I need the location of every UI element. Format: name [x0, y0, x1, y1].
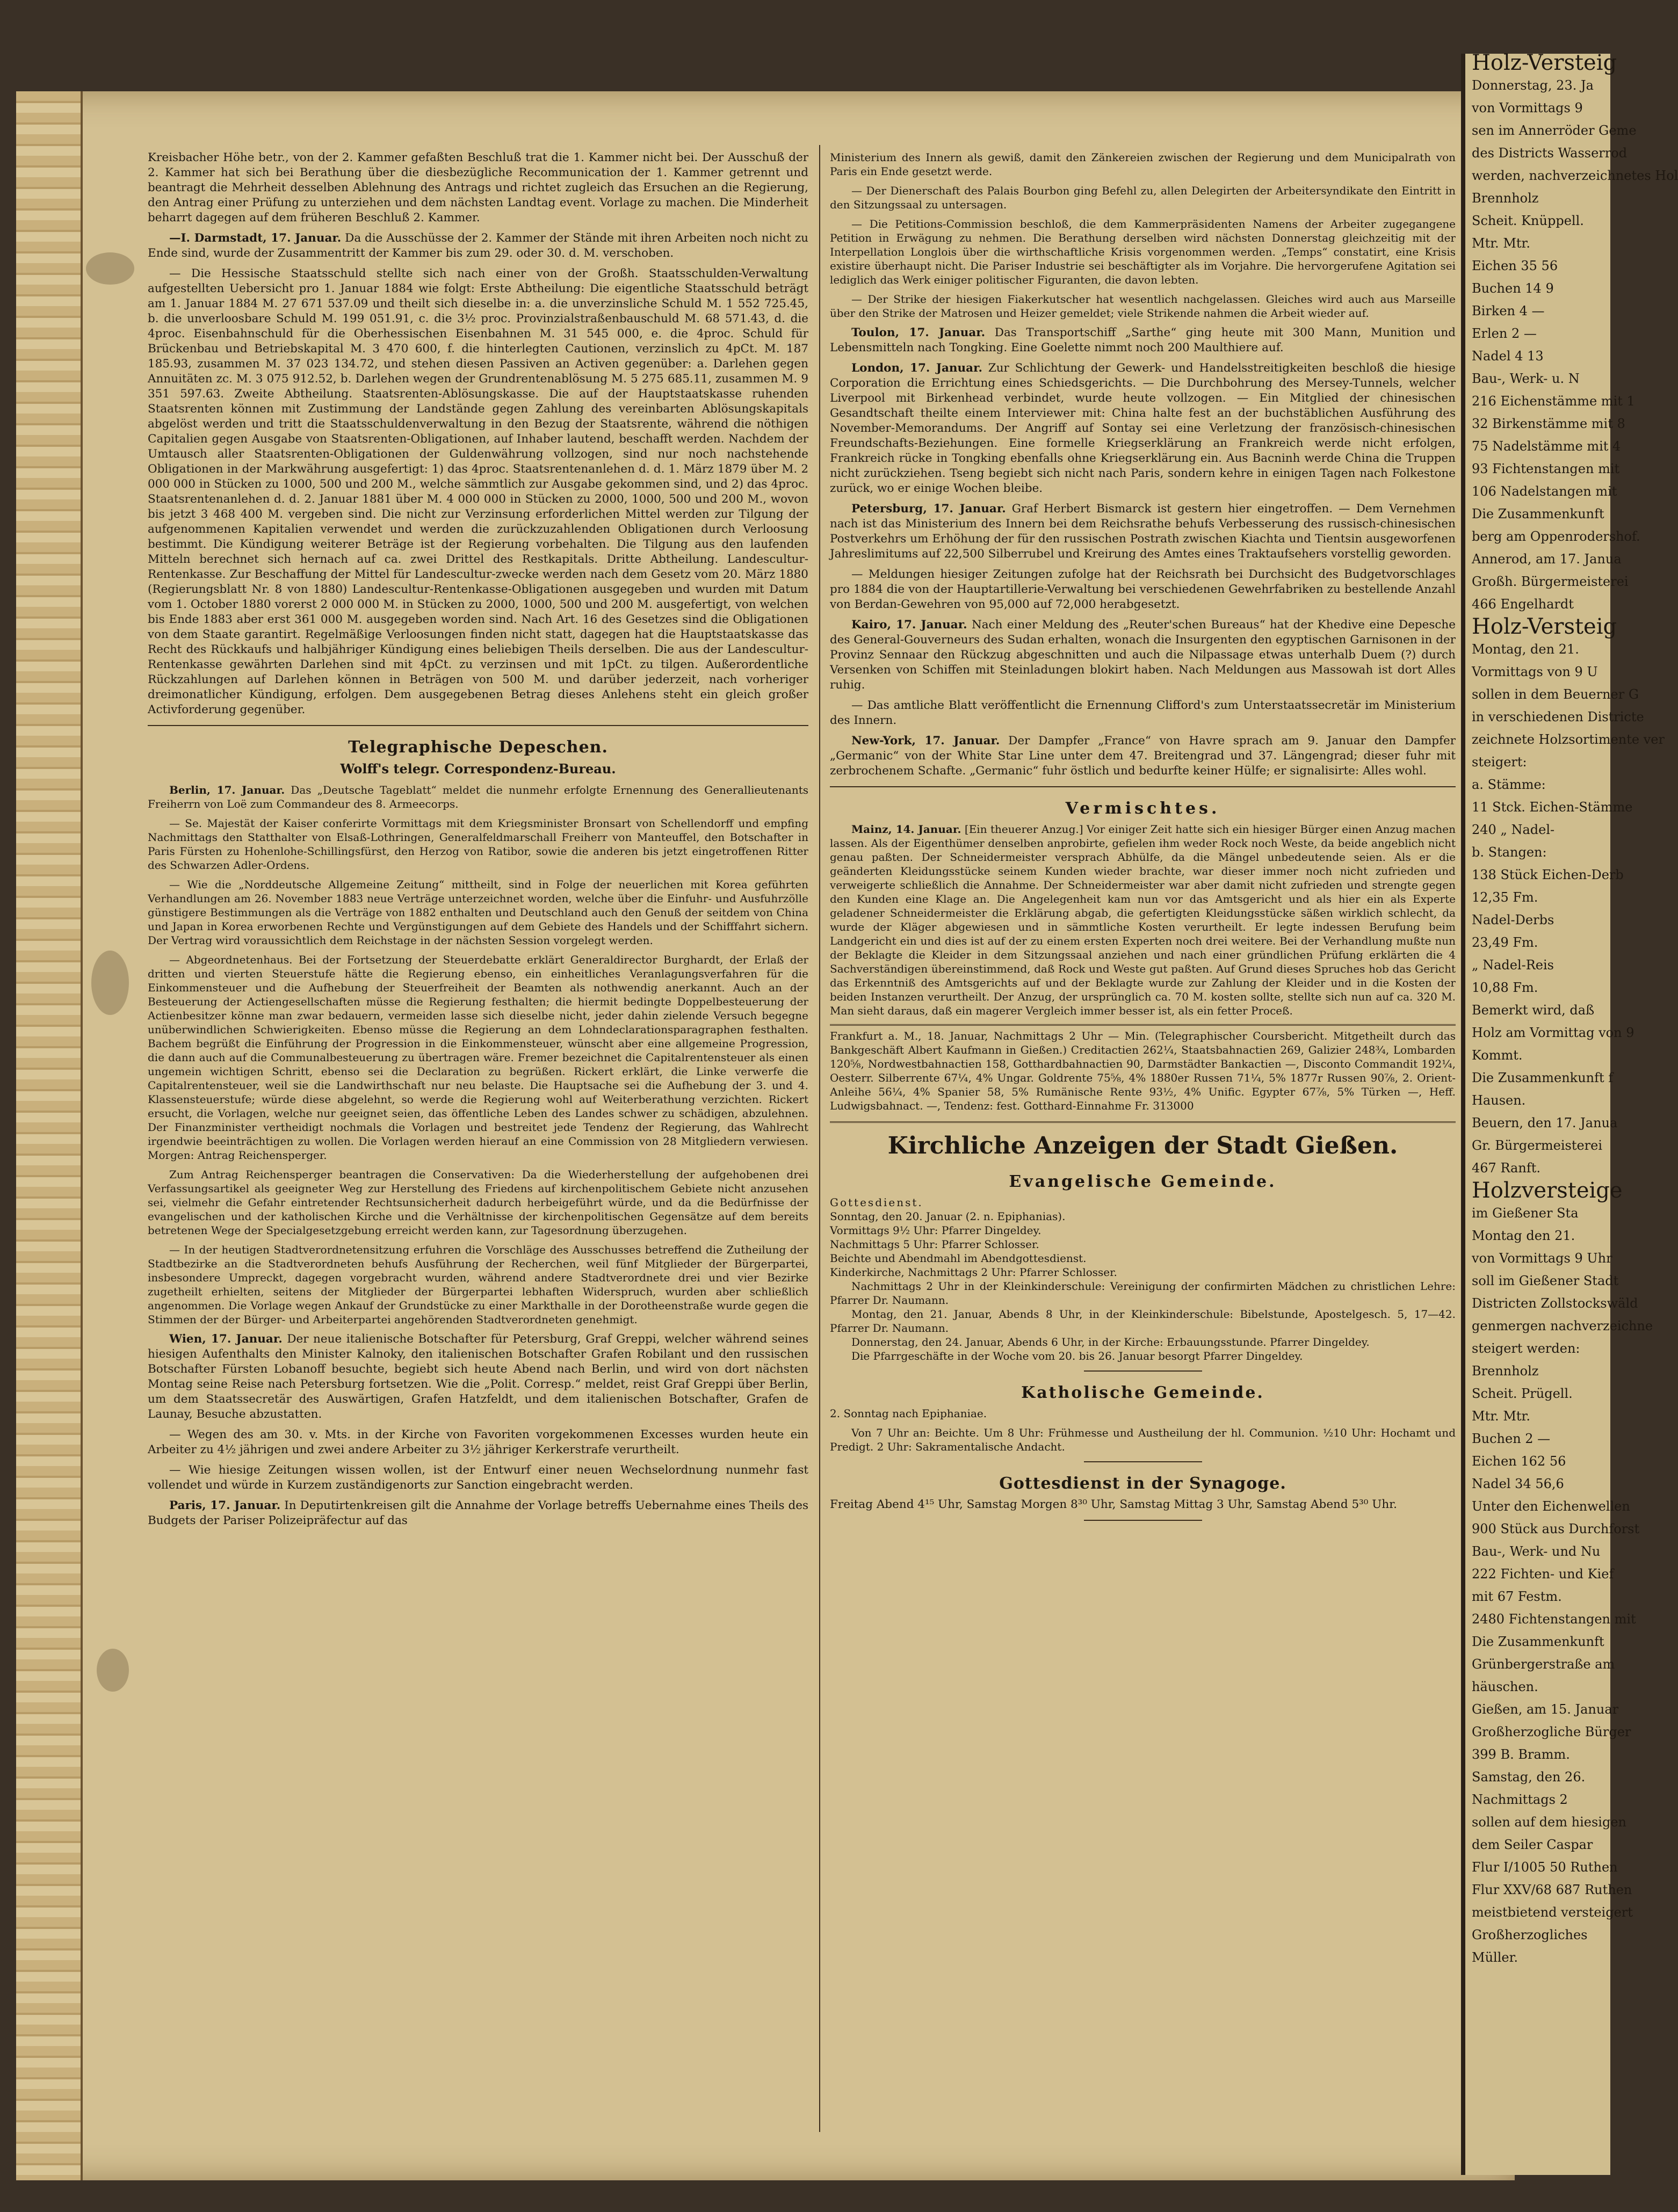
article-text: Das „Deutsche Tageblatt“ meldet die nunmehr erfolgte Ernennung des Generallieutenants Freiherrn von Loë zum Commandeur des 8. Armeecorps. — [148, 784, 808, 810]
paper-stain — [91, 951, 129, 1015]
notice-line: Gottesdienst. — [830, 1196, 923, 1209]
adjacent-page-line: Scheit. Prügell. — [1472, 1386, 1573, 1401]
middle-column — [830, 150, 1456, 1528]
adjacent-page-line: Flur I/1005 50 Ruthen — [1472, 1860, 1618, 1875]
adjacent-page-strip — [1461, 50, 1678, 2175]
adjacent-page-line: Brennholz — [1472, 191, 1539, 206]
adjacent-page-line: 11 Stck. Eichen-Stämme — [1472, 800, 1633, 815]
adjacent-page-line: Mtr. Mtr. — [1472, 1409, 1530, 1424]
article-paragraph — [148, 231, 808, 261]
adjacent-page-line: Nadel-Derbs — [1472, 912, 1554, 927]
adjacent-page-line: sollen auf dem hiesigen — [1472, 1815, 1626, 1830]
stock-report-box — [830, 1024, 1456, 1123]
adjacent-page-line: häuschen. — [1472, 1679, 1538, 1694]
adjacent-page-line: 106 Nadelstangen mit — [1472, 484, 1617, 499]
adjacent-page-line: Großh. Bürgermeisterei — [1472, 574, 1629, 589]
divider — [148, 725, 808, 726]
adjacent-page-line: Donnerstag, 23. Ja — [1472, 78, 1594, 93]
adjacent-page-line: Erlen 2 — — [1472, 326, 1537, 341]
adjacent-page-line: steigert werden: — [1472, 1341, 1580, 1356]
adjacent-page-line: Bemerkt wird, daß — [1472, 1003, 1595, 1018]
notice-line: 2. Sonntag nach Epiphaniae. — [830, 1407, 987, 1420]
article-text: Nach einer Meldung des „Reuter'schen Bureaus“ hat der Khedive eine Depesche des General-Gouverneurs des Sudan erhalten, wonach die Insurgenten den egyptischen Garnisonen in der Provinz Sennaar den Rückzug abgeschnitten und auch die Nilpassage etwas unterhalb Duem (?) durch Versenken von Schiffen mit Steinladungen blokirt haben. Nach Meldungen aus Massowah ist dort Alles ruhig. — [830, 618, 1456, 692]
notice-line: Vormittags 9½ Uhr: Pfarrer Dingeldey. — [830, 1224, 1041, 1237]
adjacent-page-line: Hausen. — [1472, 1093, 1526, 1108]
adjacent-page-line: 75 Nadelstämme mit 4 — [1472, 439, 1621, 454]
notice-line: Freitag Abend 4¹⁵ Uhr, Samstag Morgen 8³⁰ Uhr, Samstag Mittag 3 Uhr, Samstag Abend 5³⁰ Uhr. — [830, 1498, 1397, 1511]
adjacent-page-line: Eichen 35 56 — [1472, 258, 1558, 273]
article-paragraph: — Das amtliche Blatt veröffentlicht die Ernennung Clifford's zum Unterstaatssecretär im Ministerium des Innern. — [830, 699, 1456, 727]
adjacent-page-line: Montag den 21. — [1472, 1228, 1575, 1243]
adjacent-page-line: Flur XXV/68 687 Ruthen — [1472, 1882, 1632, 1897]
adjacent-page-line: Holzversteige — [1472, 1178, 1623, 1203]
article-paragraph: — Wegen des am 30. v. Mts. in der Kirche von Favoriten vorgekommenen Excesses wurden heute ein Arbeiter zu 4½ jährigen und zwei andere Arbeiter zu 3½ jähriger Kerkerstrafe verurtheilt. — [148, 1428, 808, 1456]
adjacent-page-line: Holz am Vormittag von 9 — [1472, 1025, 1634, 1040]
article-text: Da die Ausschüsse der 2. Kammer der Stände mit ihren Arbeiten noch nicht zu Ende sind, wurde der Zusammentritt der Kammer bis zum 29. oder 30. d. M. verschoben. — [148, 231, 809, 260]
left-column — [148, 150, 808, 1534]
article-paragraph — [830, 822, 1456, 1018]
article-text: Zur Schlichtung der Gewerk- und Handelsstreitigkeiten beschloß die hiesige Corporation die Errichtung eines Schiedsgerichts. — Die Durchbohrung des Mersey-Tunnels, welcher Liverpool mit Birkenhead verbindet, wurde heute vollzogen. — Ein Mitglied der chinesischen Gesandtschaft theilte einem Interviewer mit: China halte fest an der buchstäblichen Ausführung des November-Memorandums. Der Angriff auf Sontay sei eine Verletzung der französisch-chinesischen Freundschafts-Beziehungen. Eine formelle Kriegserklärung an Frankreich werde nicht erfolgen, Frankreich rücke in Tongking ebenfalls ohne Kriegserklärung ein. Aus Bacninh werde China die Truppen nicht zurückziehen. Tseng begiebt sich nicht nach Paris, sondern kehre in einigen Tagen nach Folkestone zurück, wo er einige Wochen bleibe. — [830, 361, 1456, 495]
adjacent-page-line: Gießen, am 15. Januar — [1472, 1702, 1619, 1717]
book-binding — [16, 91, 83, 2180]
notice-line: Kinderkirche, Nachmittags 2 Uhr: Pfarrer Schlosser. — [830, 1266, 1117, 1279]
adjacent-page-line: Samstag, den 26. — [1472, 1769, 1586, 1785]
adjacent-page-line: Brennholz — [1472, 1364, 1539, 1379]
article-paragraph: — Der Dienerschaft des Palais Bourbon ging Befehl zu, allen Delegirten der Arbeitersyndikate den Eintritt in den Sitzungssaal zu untersagen. — [830, 184, 1456, 211]
article-paragraph: Zum Antrag Reichensperger beantragen die Conservativen: Da die Wiederherstellung der aufgehobenen drei Verfassungsartikel als geeigneter Weg zur Herstellung des Friedens auf kirchenpolitischem Gebiete nicht anzusehen sei, vielmehr die Gefahr eintretender Rechtsunsicherheit dadurch herbeigeführt würde, und da die Bedürfnisse der evangelischen und der katholischen Kirche und die Verhältnisse der kirchenpolitischen Gegensätze auf dem bereits betretenen Wege der Specialgesetzgebung erreicht werden kann, zur Tagesordnung überzugehen. — [148, 1168, 808, 1237]
adjacent-page-line: zeichnete Holzsortimente ver — [1472, 732, 1665, 747]
section-title: Telegraphische Depeschen. — [348, 738, 608, 757]
notice-line: Die Pfarrgeschäfte in der Woche vom 20. bis 26. Januar besorgt Pfarrer Dingeldey. — [851, 1350, 1303, 1362]
adjacent-page-line: Beuern, den 17. Janua — [1472, 1115, 1618, 1130]
adjacent-page-line: im Gießener Sta — [1472, 1206, 1579, 1221]
adjacent-page-line: Gr. Bürgermeisterei — [1472, 1138, 1603, 1153]
adjacent-page-line: Großherzogliche Bürger — [1472, 1724, 1631, 1739]
article-paragraph: — Se. Majestät der Kaiser conferirte Vormittags mit dem Kriegsminister Bronsart von Schellendorff und empfing Nachmittags den Statthalter von Elsaß-Lothringen, Generalfeldmarschall Freiherr von Manteuffel, den Botschafter in Paris Fürsten zu Hohenlohe-Schillingsfürst, den Herzog von Ratibor, sowie die anderen bis jetzt eingetroffenen Ritter des Schwarzen Adler-Ordens. — [148, 817, 808, 872]
adjacent-page-line: Birken 4 — — [1472, 303, 1545, 318]
article-text: Der neue italienische Botschafter für Petersburg, Graf Greppi, welcher während seines hiesigen Aufenthalts den Minister Kalnoky, den italienischen Botschafter Grafen Robilant und den russischen Botschafter Fürsten Lobanoff besuchte, begiebt sich heute Abend nach Berlin, und wird von dort nächsten Montag seine Reise nach Petersburg fortsetzen. Wie die „Polit. Corresp.“ meldet, reist Graf Greppi über Berlin, um dem Staatssecretär des Auswärtigen, Grafen Hatzfeldt, und dem italienischen Botschafter, Grafen de Launay, Besuche abzustatten. — [148, 1332, 808, 1421]
notice-line: Nachmittags 5 Uhr: Pfarrer Schlosser. — [830, 1238, 1039, 1251]
congregation-title: Evangelische Gemeinde. — [1009, 1172, 1277, 1191]
adjacent-page-line: genmergen nachverzeichne — [1472, 1318, 1653, 1333]
adjacent-page-line: 2480 Fichtenstangen mit — [1472, 1612, 1636, 1627]
adjacent-page-line: Scheit. Knüppell. — [1472, 213, 1584, 228]
adjacent-page-line: des Districts Wasserrod — [1472, 146, 1628, 161]
adjacent-page-line: Mtr. Mtr. — [1472, 236, 1530, 251]
adjacent-page-line: Grünbergerstraße am — [1472, 1657, 1615, 1672]
dateline: New-York, 17. Januar. — [851, 734, 1000, 748]
adjacent-page-line: Nadel 34 56,6 — [1472, 1476, 1564, 1491]
adjacent-page-line: sollen in dem Beuerner G — [1472, 687, 1639, 702]
adjacent-page-line: Die Zusammenkunft f — [1472, 1070, 1614, 1085]
church-notices — [830, 1195, 1456, 1363]
article-text: Das Transportschiff „Sarthe“ ging heute mit 300 Mann, Munition und Lebensmitteln nach Tongking. Eine Goelette nimmt noch 200 Maulthiere auf. — [830, 326, 1456, 354]
paper-stain — [97, 1649, 129, 1692]
adjacent-page-line: Bau-, Werk- und Nu — [1472, 1544, 1601, 1559]
adjacent-page-line: Montag, den 21. — [1472, 642, 1579, 657]
article-paragraph — [148, 1332, 808, 1422]
paper-stain — [86, 252, 134, 285]
divider — [1084, 1520, 1202, 1521]
dateline: London, 17. Januar. — [851, 361, 982, 375]
adjacent-page-line: berg am Oppenrodershof. — [1472, 529, 1640, 544]
adjacent-page-line: von Vormittags 9 Uhr — [1472, 1251, 1612, 1266]
dateline: —I. Darmstadt, 17. Januar. — [169, 231, 342, 245]
adjacent-page-line: 12,35 Fm. — [1472, 890, 1538, 905]
synagogue-title: Gottesdienst in der Synagoge. — [999, 1474, 1286, 1493]
dateline: Wien, 17. Januar. — [169, 1332, 283, 1346]
adjacent-page-line: Unter den Eichenwellen — [1472, 1499, 1630, 1514]
newspaper-page — [16, 91, 1515, 2180]
adjacent-page-line: Großherzogliches — [1472, 1927, 1588, 1942]
article-paragraph: — Die Petitions-Commission beschloß, die dem Kammerpräsidenten Namens der Arbeiter zugegangene Petition in Erwägung zu nehmen. Die Berathung derselben wird nächsten Donnerstag gleichzeitig mit der Interpellation Longlois über die wirthschaftliche Krisis vorgenommen werden. „Temps“ constatirt, eine Krisis existire überhaupt nicht. Die Pariser Industrie sei beschäftigter als im Vorjahre. Die hervorgerufene Agitation sei lediglich das Werk einiger politischer Figuranten, die davon lebten. — [830, 217, 1456, 286]
article-paragraph: — Meldungen hiesiger Zeitungen zufolge hat der Reichsrath bei Durchsicht des Budgetvorschlages pro 1884 die von der Hauptartillerie-Verwaltung bei verschiedenen Gewehrfabriken zu bestellende Anzahl von Berdan-Gewehren von 95,000 auf 72,000 herabgesetzt. — [830, 568, 1456, 611]
adjacent-page-line: Annerod, am 17. Janua — [1472, 552, 1622, 567]
adjacent-page-line: sen im Annerröder Geme — [1472, 123, 1637, 138]
section-title: Vermischtes. — [1065, 799, 1220, 818]
stock-report: Frankfurt a. M., 18. Januar, Nachmittags 2 Uhr — Min. (Telegraphischer Coursbericht. Mitgetheilt durch das Bankgeschäft Albert Kaufmann in Gießen.) Creditactien 262¼, Staatsbahnactien 269, Galizier 248¾, Lombarden 120⅝, Nordwestbahnactien 158, Gotthardbahnactien 90, Darmstädter Bankactien —, Disconto Commandit 192¼, Oesterr. Silberrente 67¼, 4% Ungar. Goldrente 75⅝, 4% 1880er Russen 71¼, 5% 1877r Russen 90⅞, 2. Orient-Anleihe 56¼, 4% Spanier 58, 5% Rumänische Rente 93½, 4% Unific. Egypter 67⅞, 5% Türken —, Heff. Ludwigsbahnact. —, Tendenz: fest. Gotthard-Einnahme Fr. 313000 — [830, 1029, 1456, 1112]
dateline: Berlin, 17. Januar. — [169, 784, 285, 796]
adjacent-page-line: „ Nadel-Reis — [1472, 958, 1554, 973]
adjacent-page-line: 466 Engelhardt — [1472, 597, 1574, 612]
divider — [1084, 1461, 1202, 1462]
article-text: In Deputirtenkreisen gilt die Annahme der Vorlage betreffs Uebernahme eines Theils des Budgets der Pariser Polizeipräfectur auf das — [148, 1499, 808, 1527]
article-paragraph: Kreisbacher Höhe betr., von der 2. Kammer gefaßten Beschluß trat die 1. Kammer nicht bei. Der Ausschuß der 2. Kammer hat sich bei Berathung über die diesbezügliche Recommunication der 1. Kammer getrennt und beantragt die Mehrheit desselben Ablehnung des Antrags und richtet zugleich das Ersuchen an die Regierung, den Antrag einer Prüfung zu unterziehen und dem nächsten Landtag event. Vorlage zu machen. Die Minderheit beharrt dagegen auf dem früheren Beschluß 2. Kammer. — [148, 151, 808, 224]
church-notices-title: Kirchliche Anzeigen der Stadt Gießen. — [887, 1132, 1398, 1159]
dateline: Toulon, 17. Januar. — [851, 326, 986, 339]
adjacent-page-line: 23,49 Fm. — [1472, 935, 1538, 950]
adjacent-page-line: Bau-, Werk- u. N — [1472, 371, 1580, 386]
dateline: Mainz, 14. Januar. — [851, 823, 961, 836]
adjacent-page-line: werden, nachverzeichnetes Hol — [1472, 168, 1678, 183]
article-paragraph: Ministerium des Innern als gewiß, damit den Zänkereien zwischen der Regierung und dem Municipalrath von Paris ein Ende gesetzt werde. — [830, 151, 1456, 178]
adjacent-page-line: steigert: — [1472, 755, 1527, 770]
column-divider — [819, 145, 820, 2132]
article-paragraph: — Der Strike der hiesigen Fiakerkutscher hat wesentlich nachgelassen. Gleiches wird auch aus Marseille über den Strike der Matrosen und Heizer gemeldet; viele Strikende nahmen die Arbeit wieder auf. — [830, 293, 1456, 320]
adjacent-page-line: 93 Fichtenstangen mit — [1472, 461, 1620, 476]
adjacent-page-line: 138 Stück Eichen-Derb — [1472, 867, 1624, 882]
dateline: Petersburg, 17. Januar. — [851, 502, 1006, 516]
article-paragraph — [830, 734, 1456, 779]
divider — [1084, 1370, 1202, 1372]
article-paragraph: — Die Hessische Staatsschuld stellte sich nach einer von der Großh. Staatsschulden-Verwaltung aufgestellten Uebersicht pro 1. Januar 1884 wie folgt: Erste Abtheilung: Die eigentliche Staatsschuld beträgt am 1. Januar 1884 M. 27 671 537.09 und theilt sich dieselbe in: a. die unverzinsliche Schuld M. 1 552 725.45, b. die unverloosbare Schuld M. 199 051.91, c. die 3½ proc. Provinzialstraßenbauschuld M. 68 571.43, d. die 4proc. Eisenbahnschuld für die Oberhessischen Eisenbahnen M. 31 545 000, e. die 4proc. Schuld für Brückenbau und Betriebskapital M. 3 470 600, f. die hinterlegten Cautionen, verzinslich zu 4pCt. M. 187 185.93, zusammen M. 37 023 134.72, und stehen diesen Passiven an Activen gegenüber: a. Darlehen gegen Annuitäten zc. M. 3 075 912.52, b. Darlehen wegen der Grundrentenablösung M. 5 275 685.11, zusammen M. 9 351 597.63. Zweite Abtheilung. Staatsrenten-Ablösungskasse. Die auf der Hauptstaatskasse ruhenden Staatsrenten können mit Zustimmung der Landstände gegen Zahlung des vereinbarten Ablösungskapitals abgelöst werden und tritt die Staatsschuldenverwaltung in den Bezug der Staatsrente, während die nöthigen Capitalien gegen Ausgabe von Staatsrenten-Obligationen, auf Inhaber lautend, beschafft werden. Nachdem der Umtausch aller Staatsrenten-Obligationen der Guldenwährung vollzogen, sind nur noch nachstehende Obligationen in der Markwährung ausgefertigt: 1) das 4proc. Staatsrentenanlehen d. d. 1. März 1879 über M. 2 000 000 in Stücken zu 1000, 500 und 200 M., welche sämmtlich zur Ausgabe gekommen sind, und 2) das 4proc. Staatsrentenanlehen d. d. 2. Januar 1881 über M. 4 000 000 in Stücken zu 2000, 1000, 500 und 200 M., wovon bis jetzt 3 468 400 M. vergeben sind. Die nicht zur Verzinsung erforderlichen Mittel werden zur Tilgung der aufgenommenen Kapitalien verwendet und werden die zurückzuzahlenden Obligationen durch Verloosung bestimmt. Die Kündigung weiterer Beträge ist der Regierung vorbehalten. Die Tilgung aus den laufenden Mitteln berechnet sich hernach auf ca. zwei Drittel des Restkapitals. Dritte Abtheilung. Landescultur-Rentenkasse. Zur Beschaffung der Mittel für Landescultur-zwecke werden nach dem Gesetz vom 20. März 1880 (Regierungsblatt Nr. 8 von 1880) Landescultur-Rentenkasse-Obligationen ausgegeben und wurden mit Datum vom 1. October 1880 vorerst 2 000 000 M. in Stücken zu 2000, 1000, 500 und 200 M. ausgefertigt, von welchen bis Ende 1883 aber erst 361 000 M. ausgegeben worden sind. Nach Art. 16 des Gesetzes sind die Obligationen von dem Staate garantirt. Regelmäßige Verloosungen finden nicht statt, dagegen hat die Hauptstaatskasse das Recht des Rückkaufs und halbjähriger Kündigung eines beliebigen Theils derselben. Die aus der Landescultur-Rentenkasse gewährten Darlehen sind mit 4pCt. zu verzinsen und mit 1pCt. zu tilgen. Außerordentliche Rückzahlungen auf Darlehen können in Beträgen von 500 M. und darüber jederzeit, nach vorheriger dreimonatlicher Kündigung, erfolgen. Dem ausgegebenen Betrag dieses Anlehens steht ein gleich großer Activforderung gegenüber. — [148, 267, 808, 716]
adjacent-page-line: a. Stämme: — [1472, 777, 1546, 792]
adjacent-page-line: Nadel 4 13 — [1472, 349, 1544, 364]
dateline: Kairo, 17. Januar. — [851, 618, 967, 632]
section-subtitle: Wolff's telegr. Correspondenz-Bureau. — [340, 761, 616, 777]
article-paragraph: — Abgeordnetenhaus. Bei der Fortsetzung der Steuerdebatte erklärt Generaldirector Burghardt, der Erlaß der dritten und vierten Steuerstufe hätte die Regierung ebenso, ein einheitliches Veranlagungsverfahren für die Einkommensteuer und die Aufhebung der Steuerfreiheit der Beamten als nothwendig anerkannt. Auch an der Besteuerung der Actiengesellschaften müsse die Regierung festhalten; die hiermit bedingte Doppelbesteuerung der Actienbesitzer könne man zwar bedauern, vermeiden lasse sich dieselbe nicht, jeder dahin zielende Versuch begegne unüberwindlichen Schwierigkeiten. Ebenso müsse die Regierung an dem Lohndeclarationsparagraphen festhalten. Bachem begrüßt die Einführung der Progression in die Einkommensteuer, wünscht aber eine allgemeine Progression, die dann auch auf die Communalbesteuerung zu übertragen wäre. Fremer bezeichnet die Capitalrentensteuer als einen ungemein wichtigen Schritt, ebenso sei die Declaration zu begrüßen. Rickert erklärt, die Linke verwerfe die Capitalrentensteuer, weil sie die Landwirthschaft nur neu belaste. Die Hauptsache sei die Aufhebung der 3. und 4. Klassensteuerstufe; würde diese abgelehnt, so werde die Regierung wohl auf Weiterberathung verzichten. Rickert ersucht, die Vorlagen, welche nur geeignet seien, das öffentliche Leben des Landes schwer zu schädigen, abzulehnen. Der Finanzminister vertheidigt nochmals die Vorlagen und bestreitet jede Tendenz der Regierung, das Wahlrecht irgendwie beeinträchtigen zu wollen. Die Vorlagen werden hierauf an eine Commission von 28 Mitgliedern verwiesen. Morgen: Antrag Reichensperger. — [148, 953, 808, 1162]
adjacent-page-line: von Vormittags 9 — [1472, 100, 1583, 115]
congregation-title: Katholische Gemeinde. — [1021, 1383, 1264, 1402]
adjacent-page-line: meistbietend versteigert — [1472, 1905, 1633, 1920]
adjacent-page-line: Vormittags von 9 U — [1472, 664, 1598, 679]
notice-line: Montag, den 21. Januar, Abends 8 Uhr, in der Kleinkinderschule: Bibelstunde, Apostelgesch. 5, 17—42. Pfarrer Dr. Naumann. — [830, 1308, 1456, 1335]
article-paragraph — [830, 618, 1456, 693]
article-text: [Ein theuerer Anzug.] Vor einiger Zeit hatte sich ein hiesiger Bürger einen Anzug machen lassen. Als der Eigenthümer denselben anprobirte, gefielen ihm weder Rock noch Weste, da beide angeblich nicht genau paßten. Der Schneidermeister versprach Abhülfe, da die Mängel unbedeutende seien. Als er die geänderten Kleidungsstücke seinem Kunden wieder brachte, war dieser immer noch nicht zufrieden und verweigerte schließlich die Annahme. Der Schneidermeister war aber damit nicht zufrieden und strengte gegen den Kunden eine Klage an. Die Angelegenheit kam nun vor das Amtsgericht und als hier ein als Experte geladener Schneidermeister die Erklärung abgab, die gefertigten Kleidungsstücke säßen wirklich schlecht, da wurde der Kläger abgewiesen und in sämmtliche Kosten verurtheilt. Er legte indessen Berufung beim Landgericht ein und dies ist auf der zu einem ersten Experten noch drei weitere. Bei der Verhandlung mußte nun der Beklagte die Kleider in dem Sitzungssaal anziehen und nach einer gründlichen Prüfung erklärten die 4 Sachverständigen übereinstimmend, daß Rock und Weste gut paßten. Auf Grund dieses Spruches hob das Gericht das Erkenntniß des Amtsgerichts auf und der Beklagte wurde zur Zahlung der Kleider und in die Kosten der beiden Instanzen verurtheilt. Der Anzug, der ursprünglich ca. 70 M. kosten sollte, stellte sich nun auf ca. 320 M. Man sieht daraus, daß ein magerer Vergleich immer besser ist, als ein fetter Proceß. — [830, 823, 1456, 1017]
adjacent-page-line: Districten Zollstockswäld — [1472, 1296, 1638, 1311]
adjacent-page-line: Buchen 14 9 — [1472, 281, 1554, 296]
adjacent-page-line: soll im Gießener Stadt — [1472, 1273, 1619, 1288]
notice-line: Nachmittags 2 Uhr in der Kleinkinderschule: Vereinigung der confirmirten Mädchen zu christlichen Lehre: Pfarrer Dr. Naumann. — [830, 1280, 1456, 1307]
adjacent-page-line: Die Zusammenkunft — [1472, 1634, 1604, 1649]
adjacent-page-line: b. Stangen: — [1472, 845, 1547, 860]
adjacent-page-text — [1465, 50, 1678, 1967]
article-paragraph: — Wie die „Norddeutsche Allgemeine Zeitung“ mittheilt, sind in Folge der neuerlichen mit Korea geführten Verhandlungen am 26. November 1883 neue Verträge unterzeichnet worden, welche über die Einfuhr- und Ausfuhrzölle günstigere Bestimmungen als die Verträge von 1882 enthalten und Deutschland auch den Genuß der seitdem von China und Japan in Korea erworbenen Rechte und Vergünstigungen auf dem Gebiete des Handels und der Schifffahrt sichern. Der Vertrag wird voraussichtlich dem Reichstage in der nächsten Session vorgelegt werden. — [148, 878, 808, 947]
adjacent-page-line: 467 Ranft. — [1472, 1161, 1540, 1176]
article-paragraph — [148, 783, 808, 811]
adjacent-page-line: 900 Stück aus Durchforst — [1472, 1521, 1640, 1536]
article-text: Der Dampfer „France“ von Havre sprach am 9. Januar den Dampfer „Germanic“ von der White Star Line unter dem 47. Breitengrad und 37. Längengrad; dieser fuhr mit zerbrochenem Schafte. „Germanic“ fuhr östlich und bedurfte keiner Hülfe; er signalisirte: Alles wohl. — [830, 734, 1456, 778]
adjacent-page-line: 10,88 Fm. — [1472, 980, 1538, 995]
adjacent-page-line: Kommt. — [1472, 1048, 1523, 1063]
dateline: Paris, 17. Januar. — [169, 1499, 281, 1512]
adjacent-page-line: Holz-Versteig — [1472, 614, 1617, 639]
adjacent-page-line: in verschiedenen Districte — [1472, 709, 1644, 724]
adjacent-page-line: Buchen 2 — — [1472, 1431, 1551, 1446]
article-paragraph — [830, 502, 1456, 562]
adjacent-page-line: 216 Eichenstämme mit 1 — [1472, 394, 1635, 409]
notice-line: Donnerstag, den 24. Januar, Abends 6 Uhr, in der Kirche: Erbauungsstunde. Pfarrer Dingeldey. — [851, 1336, 1370, 1348]
adjacent-page-line: 222 Fichten- und Kief — [1472, 1566, 1614, 1582]
adjacent-page-line: 240 „ Nadel- — [1472, 822, 1555, 837]
article-paragraph: — Wie hiesige Zeitungen wissen wollen, ist der Entwurf einer neuen Wechselordnung nunmehr fast vollendet und würde in Kurzem zuständigenorts zur Sanction eingebracht werden. — [148, 1463, 808, 1492]
article-paragraph — [830, 325, 1456, 356]
article-paragraph — [830, 361, 1456, 496]
adjacent-page-line: 32 Birkenstämme mit 8 — [1472, 416, 1625, 431]
adjacent-page-line: Müller. — [1472, 1950, 1518, 1965]
article-paragraph: — In der heutigen Stadtverordnetensitzung erfuhren die Vorschläge des Ausschusses betreffend die Zutheilung der Stadtbezirke an die Stadtverordneten behufs Ausführung der Recherchen, weil fünf Mitglieder der Bürgerpartei, insbesondere Umpreckt, dagegen vorgebracht wurden, während andere Stadtverordnete drei und vier Bezirke zugetheilt erhielten, seitens der Mitglieder der Bürgerpartei lebhaften Widerspruch, wurden aber schließlich angenommen. Die Vorlage wegen Ankauf der Grundstücke zu einer Markthalle in der Dorotheenstraße wurde gegen die Stimmen der der Bürger- und Arbeiterpartei angehörenden Stadtverordneten genehmigt. — [148, 1243, 808, 1326]
adjacent-page-line: Nachmittags 2 — [1472, 1792, 1568, 1807]
divider — [830, 786, 1456, 787]
adjacent-page-line: mit 67 Festm. — [1472, 1589, 1562, 1604]
adjacent-page-line: Eichen 162 56 — [1472, 1454, 1566, 1469]
notice-line: Beichte und Abendmahl im Abendgottesdienst. — [830, 1252, 1087, 1265]
article-text: Graf Herbert Bismarck ist gestern hier eingetroffen. — Dem Vernehmen nach ist das Ministerium des Innern bei dem Reichsrathe behufs Verbesserung des russisch-chinesischen Postverkehrs um Erhöhung der für den russischen Postrath zwischen Kiachta und Tientsin ausgeworfenen Jahreslimitums auf 22,500 Silberrubel und Kreirung des Amtes eines Traktaufsehers vorstellig geworden. — [830, 502, 1456, 561]
adjacent-page-line: Die Zusammenkunft — [1472, 506, 1604, 521]
notice-line: Von 7 Uhr an: Beichte. Um 8 Uhr: Frühmesse und Austheilung der hl. Communion. ½10 Uhr: Hochamt und Predigt. 2 Uhr: Sakramentalische Andacht. — [830, 1426, 1456, 1453]
adjacent-page-line: dem Seiler Caspar — [1472, 1837, 1593, 1852]
article-paragraph — [148, 1498, 808, 1528]
adjacent-page-line: Holz-Versteig — [1472, 50, 1617, 75]
notice-line: Sonntag, den 20. Januar (2. n. Epiphanias). — [830, 1210, 1066, 1223]
adjacent-page-line: 399 B. Bramm. — [1472, 1747, 1570, 1762]
